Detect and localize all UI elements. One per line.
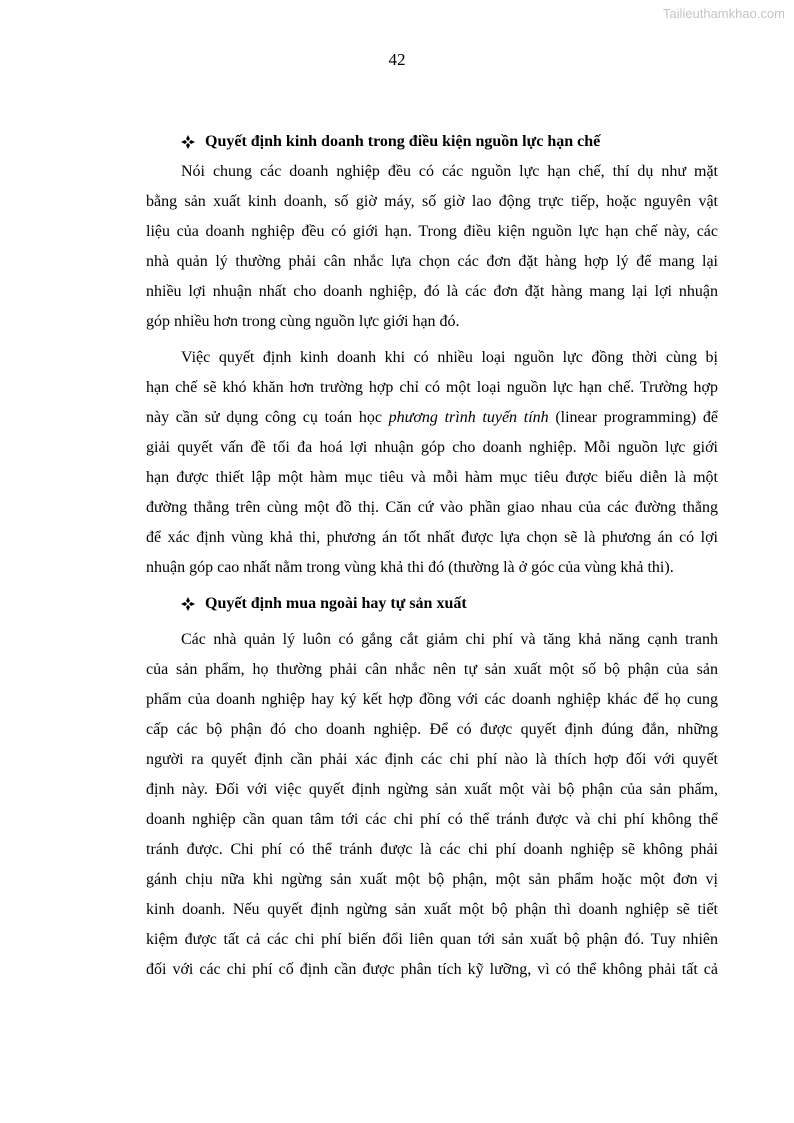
italic-term: phương trình tuyến tính bbox=[388, 409, 549, 426]
text-line: kinh doanh. Nếu quyết định ngừng sản xuất một bộ phận thì doanh nghiệp sẽ tiết bbox=[146, 901, 718, 918]
text-line: người ra quyết định cần phải xác định các chi phí nào là thích hợp đối với quyết bbox=[146, 751, 718, 768]
text-line: hạn được thiết lập một hàm mục tiêu và mỗi hàm mục tiêu được biểu diễn là một bbox=[146, 469, 718, 486]
heading-text: Quyết định mua ngoài hay tự sản xuất bbox=[205, 595, 467, 612]
text-line: định này. Đối với việc quyết định ngừng sản xuất một vài bộ phận của sản phẩm, bbox=[146, 781, 718, 798]
section-heading-resource-constraints bbox=[181, 127, 718, 157]
text-line: đối với các chi phí cố định cần được phân tích kỹ lưỡng, vì có thể không phải tất cả bbox=[146, 961, 718, 978]
text-line: doanh nghiệp cần quan tâm tới các chi phí có thể tránh được và chi phí không thể bbox=[146, 811, 718, 828]
text-line: Nói chung các doanh nghiệp đều có các nguồn lực hạn chế, thí dụ như mặt bbox=[181, 163, 718, 180]
document-body bbox=[146, 127, 718, 985]
text-line: cấp các bộ phận đó cho doanh nghiệp. Để có được quyết định đúng đắn, những bbox=[146, 721, 718, 738]
watermark: Tailieuthamkhao.com bbox=[662, 6, 785, 21]
diamond-bullet-icon bbox=[181, 135, 195, 149]
text-line: tránh được. Chi phí có thể tránh được là các chi phí doanh nghiệp sẽ không phải bbox=[146, 841, 718, 858]
text-segment: này cần sử dụng công cụ toán học bbox=[146, 409, 389, 426]
text-line: đường thẳng trên cùng một đồ thị. Căn cứ vào phần giao nhau của các đường thẳng bbox=[146, 499, 718, 516]
text-line: phẩm của doanh nghiệp hay ký kết hợp đồng với các doanh nghiệp khác để họ cung bbox=[146, 691, 718, 708]
text-line: giải quyết vấn đề tối đa hoá lợi nhuận góp cho doanh nghiệp. Mỗi nguồn lực giới bbox=[146, 439, 718, 456]
text-segment: (linear programming) để bbox=[548, 409, 718, 426]
text-line: hạn chế sẽ khó khăn hơn trường hợp chỉ có một loại nguồn lực hạn chế. Trường hợp bbox=[146, 379, 718, 396]
text-line: nhà quản lý thường phải cân nhắc lựa chọn các đơn đặt hàng hợp lý để mang lại bbox=[146, 253, 718, 270]
section-heading-make-or-buy bbox=[181, 589, 718, 619]
text-line: gánh chịu nữa khi ngừng sản xuất một bộ phận, một sản phẩm hoặc một đơn vị bbox=[146, 871, 718, 888]
text-line: Việc quyết định kinh doanh khi có nhiều loại nguồn lực đồng thời cùng bị bbox=[181, 349, 718, 366]
text-line: nhiều lợi nhuận nhất cho doanh nghiệp, đó là các đơn đặt hàng mang lại lợi nhuận bbox=[146, 283, 718, 300]
text-line: của sản phẩm, họ thường phải cân nhắc nên tự sản xuất một số bộ phận của sản bbox=[146, 661, 718, 678]
text-line: liệu của doanh nghiệp đều có giới hạn. Trong điều kiện nguồn lực hạn chế này, các bbox=[146, 223, 718, 240]
text-line-with-italic bbox=[146, 403, 718, 433]
text-line: để xác định vùng khả thi, phương án tốt nhất được lựa chọn sẽ là phương án có lợi bbox=[146, 529, 718, 546]
text-line: Các nhà quản lý luôn có gắng cắt giảm chi phí và tăng khả năng cạnh tranh bbox=[181, 631, 718, 648]
paragraph-1 bbox=[146, 157, 718, 337]
heading-text: Quyết định kinh doanh trong điều kiện nguồn lực hạn chế bbox=[205, 133, 601, 150]
text-line: kiệm được tất cả các chi phí biến đổi liên quan tới sản xuất bộ phận đó. Tuy nhiên bbox=[146, 931, 718, 948]
page-number: 42 bbox=[388, 50, 406, 69]
text-line: bằng sản xuất kinh doanh, số giờ máy, số giờ lao động trực tiếp, hoặc nguyên vật bbox=[146, 193, 718, 210]
text-line: góp nhiều hơn trong cùng nguồn lực giới hạn đó. bbox=[146, 313, 460, 330]
paragraph-3 bbox=[146, 625, 718, 985]
paragraph-2 bbox=[146, 343, 718, 583]
text-line: nhuận góp cao nhất nằm trong vùng khả thi đó (thường là ở góc của vùng khả thi). bbox=[146, 559, 674, 576]
diamond-bullet-icon bbox=[181, 597, 195, 611]
